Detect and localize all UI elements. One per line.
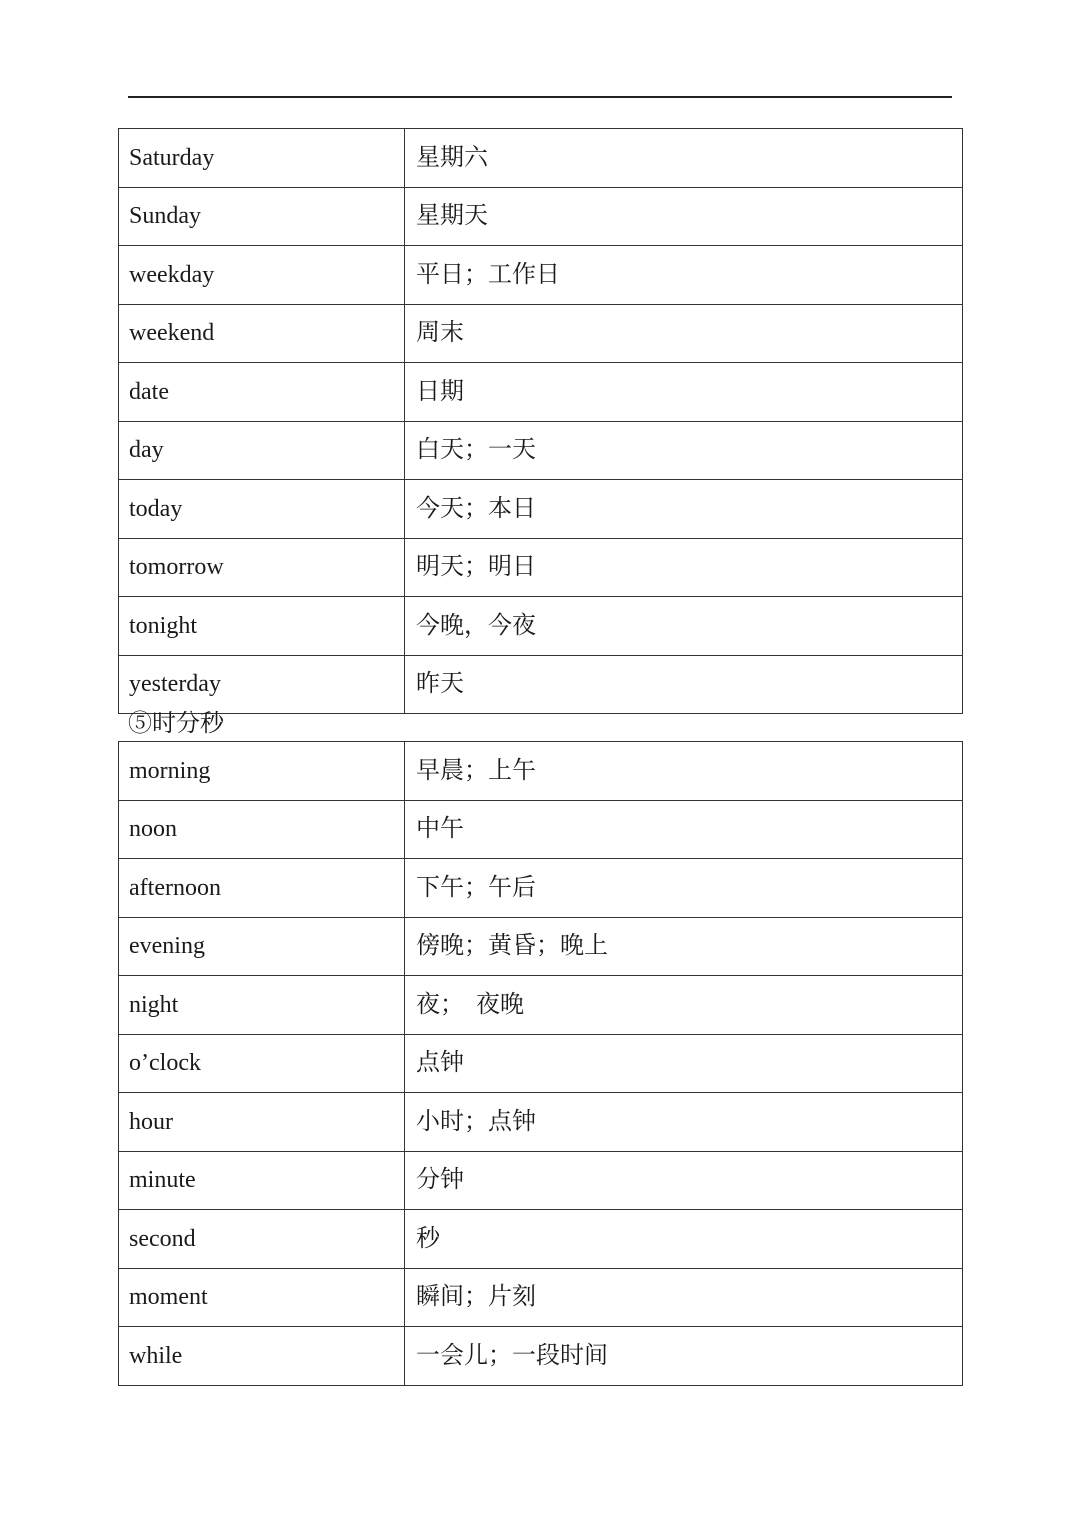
table-row (119, 1034, 963, 1093)
meaning-cell: 星期六 (405, 129, 963, 188)
word-cell: Saturday (119, 129, 405, 188)
meaning-cell: 一会儿；一段时间 (405, 1327, 963, 1386)
table-row (119, 800, 963, 859)
meaning-cell: 日期 (405, 363, 963, 422)
word-cell: weekday (119, 246, 405, 305)
meaning-cell: 今天；本日 (405, 480, 963, 539)
word-cell: noon (119, 800, 405, 859)
word-cell: o’clock (119, 1034, 405, 1093)
word-cell: hour (119, 1093, 405, 1152)
table-row (119, 742, 963, 801)
table-row (119, 421, 963, 480)
word-cell: day (119, 421, 405, 480)
table-row (119, 655, 963, 714)
word-cell: weekend (119, 304, 405, 363)
word-cell: yesterday (119, 655, 405, 714)
word-cell: Sunday (119, 187, 405, 246)
table-row (119, 187, 963, 246)
table-row (119, 976, 963, 1035)
vocabulary-table-times (118, 741, 963, 1386)
table-row (119, 1268, 963, 1327)
table-row (119, 1210, 963, 1269)
table-row (119, 1327, 963, 1386)
word-cell: tomorrow (119, 538, 405, 597)
meaning-cell: 小时；点钟 (405, 1093, 963, 1152)
meaning-cell: 白天；一天 (405, 421, 963, 480)
table-row (119, 859, 963, 918)
meaning-cell: 平日；工作日 (405, 246, 963, 305)
table-row (119, 363, 963, 422)
table-row (119, 1093, 963, 1152)
table-row (119, 917, 963, 976)
word-cell: morning (119, 742, 405, 801)
meaning-cell: 早晨；上午 (405, 742, 963, 801)
word-cell: date (119, 363, 405, 422)
table-row (119, 1151, 963, 1210)
word-cell: afternoon (119, 859, 405, 918)
meaning-cell: 夜； 夜晚 (405, 976, 963, 1035)
table-row (119, 246, 963, 305)
header-rule (128, 96, 952, 98)
meaning-cell: 分钟 (405, 1151, 963, 1210)
meaning-cell: 周末 (405, 304, 963, 363)
word-cell: evening (119, 917, 405, 976)
meaning-cell: 明天；明日 (405, 538, 963, 597)
word-cell: second (119, 1210, 405, 1269)
meaning-cell: 瞬间；片刻 (405, 1268, 963, 1327)
word-cell: while (119, 1327, 405, 1386)
table-row (119, 480, 963, 539)
table-row (119, 597, 963, 656)
section-heading: ⑤时分秒 (128, 711, 224, 737)
word-cell: night (119, 976, 405, 1035)
meaning-cell: 星期天 (405, 187, 963, 246)
word-cell: tonight (119, 597, 405, 656)
word-cell: moment (119, 1268, 405, 1327)
word-cell: today (119, 480, 405, 539)
table-row (119, 304, 963, 363)
meaning-cell: 中午 (405, 800, 963, 859)
meaning-cell: 点钟 (405, 1034, 963, 1093)
meaning-cell: 昨天 (405, 655, 963, 714)
meaning-cell: 秒 (405, 1210, 963, 1269)
meaning-cell: 今晚，今夜 (405, 597, 963, 656)
vocabulary-table-days (118, 128, 963, 714)
word-cell: minute (119, 1151, 405, 1210)
meaning-cell: 下午；午后 (405, 859, 963, 918)
table-row (119, 538, 963, 597)
meaning-cell: 傍晚；黄昏；晚上 (405, 917, 963, 976)
table-row (119, 129, 963, 188)
